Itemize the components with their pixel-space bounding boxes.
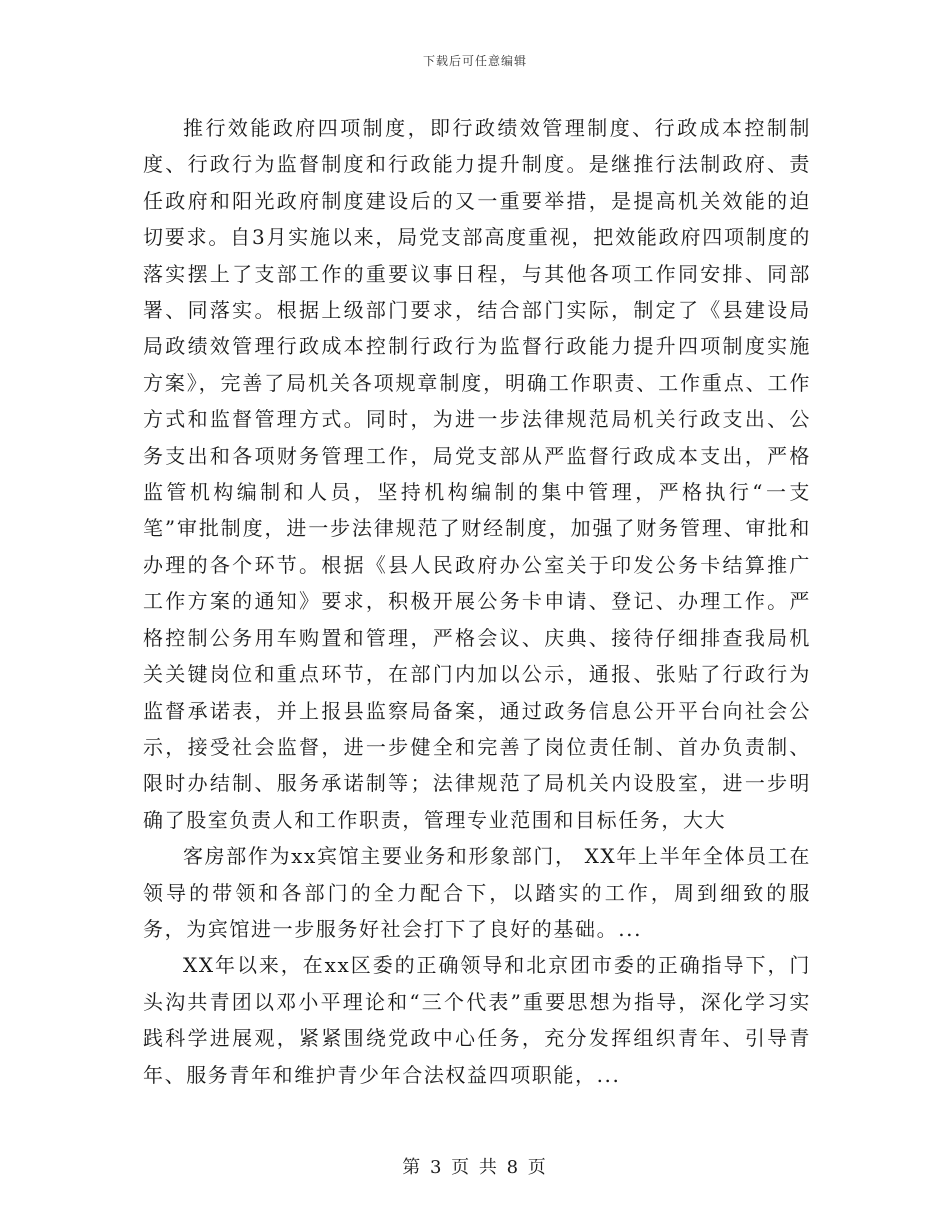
page-header: 下载后可任意编辑 bbox=[422, 54, 527, 68]
paragraph-efficiency-government: 推行效能政府四项制度，即行政绩效管理制度、行政成本控制制度、行政行为监督制度和行政能力提升制度。是继推行法制政府、责任政府和阳光政府制度建设后的又一重要举措，是提高机关效能的迫切要求。自3月实施以来，局党支部高度重视，把效能政府四项制度的落实摆上了支部工作的重要议事日程，与其他各项工作同安排、同部署、同落实。根据上级部门要求，结合部门实际，制定了《县建设局局政绩效管理行政成本控制行政行为监督行政能力提升四项制度实施方案》，完善了局机关各项规章制度，明确工作职责、工作重点、工作方式和监督管理方式。同时，为进一步法律规范局机关行政支出、公务支出和各项财务管理工作，局党支部从严监督行政成本支出，严格监管机构编制和人员，坚持机构编制的集中管理，严格执行“一支笔”审批制度，进一步法律规范了财经制度，加强了财务管理、审批和办理的各个环节。根据《县人民政府办公室关于印发公务卡结算推广工作方案的通知》要求，积极开展公务卡申请、登记、办理工作。严格控制公务用车购置和管理，严格会议、庆典、接待仔细排查我局机关关键岗位和重点环节，在部门内加以公示，通报、张贴了行政行为监督承诺表，并上报县监察局备案，通过政务信息公开平台向社会公示，接受社会监督，进一步健全和完善了岗位责任制、首办负责制、限时办结制、服务承诺制等；法律规范了局机关内设股室，进一步明确了股室负责人和工作职责，管理专业范围和目标任务，大大 bbox=[143, 116, 811, 832]
document-body bbox=[143, 110, 811, 1093]
paragraph-youth-league: XX年以来，在xx区委的正确领导和北京团市委的正确指导下，门头沟共青团以邓小平理论和“三个代表”重要思想为指导，深化学习实践科学进展观，紧紧围绕党政中心任务，充分发挥组织青年、引导青年、服务青年和维护青少年合法权益四项职能，... bbox=[143, 953, 811, 1087]
paragraph-housekeeping-department: 客房部作为xx宾馆主要业务和形象部门， XX年上半年全体员工在领导的带领和各部门的全力配合下，以踏实的工作，周到细致的服务，为宾馆进一步服务好社会打下了良好的基础。... bbox=[143, 844, 811, 941]
page-number-footer: 第 3 页 共 8 页 bbox=[402, 1157, 548, 1178]
